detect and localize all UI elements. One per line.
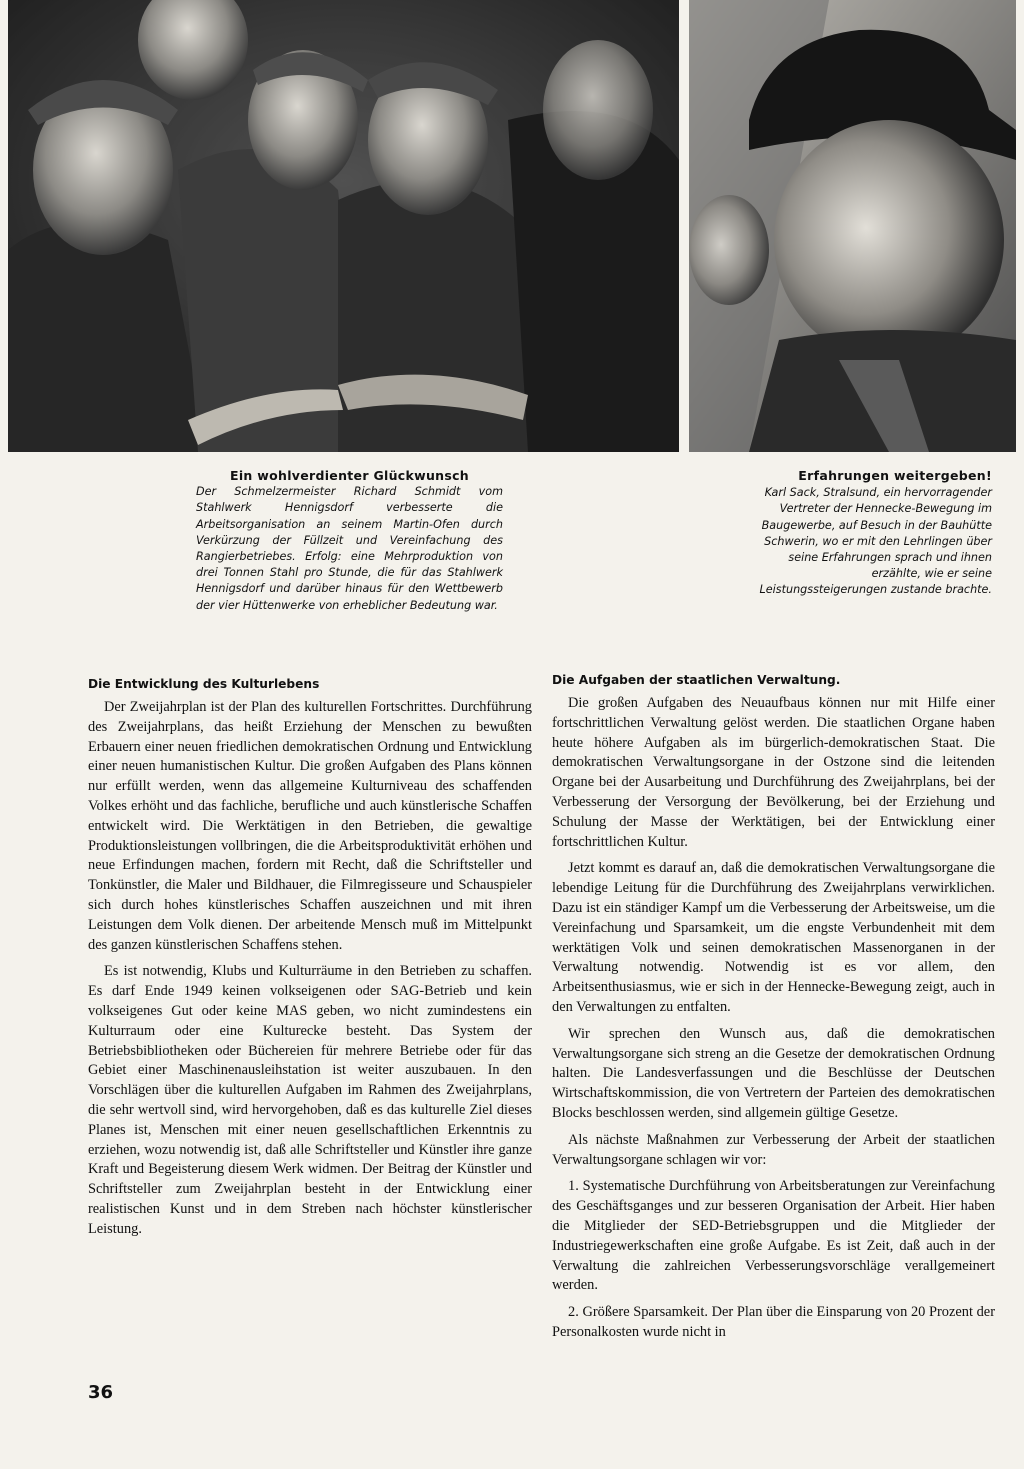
article-left-column <box>88 676 532 1247</box>
article-left-paragraph: Es ist notwendig, Klubs und Kulturräume in den Betrieben zu schaffen. Es darf Ende 1949 keinen volkseigenen oder SAG-Betrieb und kein volkseigenes Gut oder keine MAS geben, wo nicht zumindestens ein Kulturraum oder eine Kulturecke besteht. Das System der Betriebsbibliotheken oder Büchereien für mehrere Betriebe oder für das Gebiet einer Maschinenausleihstation ist weiter auszubauen. In den Vorschlägen über die kulturellen Aufgaben im Rahmen des Zweijahrplans, die sehr wertvoll sind, wird hervorgehoben, daß es das kulturelle Ziel dieses Planes ist, Menschen mit einer neuen gesellschaftlichen Erkenntnis zu erziehen, wozu notwendig ist, daß alle Schriftsteller und Künstler ihre ganze Kraft und Begeisterung diesem Werk widmen. Der Beitrag der Künstler und Schriftsteller zum Zweijahrplan besteht in der Entwicklung einer realistischen Kunst und in dem Streben nach höchster künstlerischer Leistung. <box>88 963 532 1237</box>
article-right-paragraph: Wir sprechen den Wunsch aus, daß die demokratischen Verwaltungsorgane sich streng an die Gesetze der demokratischen Ordnung halten. Die Landesverfassungen und die Beschlüsse der Deutschen Wirtschaftskommission, die von Vertretern der Parteien des demokratischen Blocks beschlossen werden, sind allgemein gültige Gesetze. <box>552 1025 995 1121</box>
photo-portrait-image <box>689 0 1016 452</box>
page-number: 36 <box>88 1382 114 1403</box>
article-right-heading: Die Aufgaben der staatlichen Verwaltung. <box>552 673 841 687</box>
article-right-paragraph: Die großen Aufgaben des Neuaufbaus können nur mit Hilfe einer fortschrittlichen Verwaltung gelöst werden. Die staatlichen Organe haben heute höhere Aufgaben als im bürgerlich-demokratischen Staat. Die demokratischen Verwaltungsorgane in der Ostzone sind die leitenden Organe bei der Ausarbeitung und Durchführung des Zweijahrplans, bei der Verbesserung der Versorgung der Bevölkerung, bei der Erziehung und Schulung der Masse der Werktätigen, bei der Entwicklung einer fortschrittlichen Kultur. <box>552 695 995 850</box>
article-right-paragraph: Als nächste Maßnahmen zur Verbesserung der Arbeit der staatlichen Verwaltungsorgane schlagen wir vor: <box>552 1131 995 1168</box>
caption-right-text: Karl Sack, Stralsund, ein hervorragender Vertreter der Hennecke-Bewegung im Baugewerbe, auf Besuch in der Bauhütte Schwerin, wo er mit den Lehrlingen über seine Erfahrungen sprach und ihnen erzählte, wie er seine Leistungssteigerungen zustande brachte. <box>759 486 992 597</box>
caption-left <box>196 468 503 614</box>
caption-left-title: Ein wohlverdienter Glückwunsch <box>229 468 470 483</box>
photo-steelworkers-image <box>8 0 679 452</box>
article-right-paragraph: 2. Größere Sparsamkeit. Der Plan über die Einsparung von 20 Prozent der Personalkosten wurde nicht in <box>552 1304 995 1340</box>
caption-right-title: Erfahrungen weitergeben! <box>798 468 992 483</box>
article-right-paragraph: 1. Systematische Durchführung von Arbeitsberatungen zur Vereinfachung des Geschäftsganges und zur besseren Organisation der Arbeit. Hier haben die Mitglieder der SED-Betriebsgruppen und die Mitglieder der Industriegewerkschaften eine große Aufgabe. Es ist Zeit, daß auch in der Verwaltung die zahlreichen Verbesserungsvorschläge verallgemeinert werden. <box>552 1178 995 1294</box>
caption-left-text: Der Schmelzermeister Richard Schmidt vom Stahlwerk Hennigsdorf verbesserte die Arbeitsorganisation an seinem Martin-Ofen durch Verkürzung der Füllzeit und Vereinfachung des Rangierbetriebes. Erfolg: eine Mehrproduktion von drei Tonnen Stahl pro Stunde, die für das Stahlwerk Hennigsdorf und darüber hinaus für den Wettbewerb der vier Hüttenwerke von erheblicher Bedeutung war. <box>196 485 503 612</box>
caption-right <box>748 468 992 599</box>
article-left-heading: Die Entwicklung des Kulturlebens <box>88 677 320 691</box>
photo-portrait <box>689 0 1016 452</box>
article-right-column <box>552 672 995 1350</box>
photo-steelworkers <box>8 0 679 452</box>
article-left-paragraph: Der Zweijahrplan ist der Plan des kulturellen Fortschrittes. Durchführung des Zweijahrplans, das heißt Erziehung der Menschen zu bewußten Erbauern einer neuen friedlichen demokratischen Ordnung und Entwicklung einer neuen humanistischen Kultur. Die großen Aufgaben des Plans können nur erfüllt werden, wenn das allgemeine Kulturniveau des schaffenden Volkes erhöht und das fachliche, berufliche und auch künstlerische Schaffen entwickelt wird. Die Werktätigen in den Betrieben, die gewaltige Produktionsleistungen vollbringen, die die Arbeitsproduktivität erhöhen und neue Erfindungen machen, fordern mit Recht, daß die Schriftsteller und Tonkünstler, die Maler und Bildhauer, die Filmregisseure und Schauspieler sich durch hohes künstlerisches Schaffen auszeichnen und mit ihren Leistungen dem Volk dienen. Der arbeitende Mensch muß im Mittelpunkt des ganzen künstlerischen Schaffens stehen. <box>88 699 532 953</box>
article-right-paragraph: Jetzt kommt es darauf an, daß die demokratischen Verwaltungsorgane die lebendige Leitung für die Durchführung des Zweijahrplans verwirklichen. Dazu ist ein ständiger Kampf um die Verbesserung der Arbeitsweise, um die Vereinfachung und Sparsamkeit, um die engste Verbundenheit mit dem werktätigen Volk und seinen demokratischen Massenorganen in der Verwaltung notwendig. Notwendig ist es vor allem, den Arbeitsenthusiasmus, wie er sich in der Hennecke-Bewegung zeigt, auch in den Verwaltungen zu entfalten. <box>552 860 995 1015</box>
